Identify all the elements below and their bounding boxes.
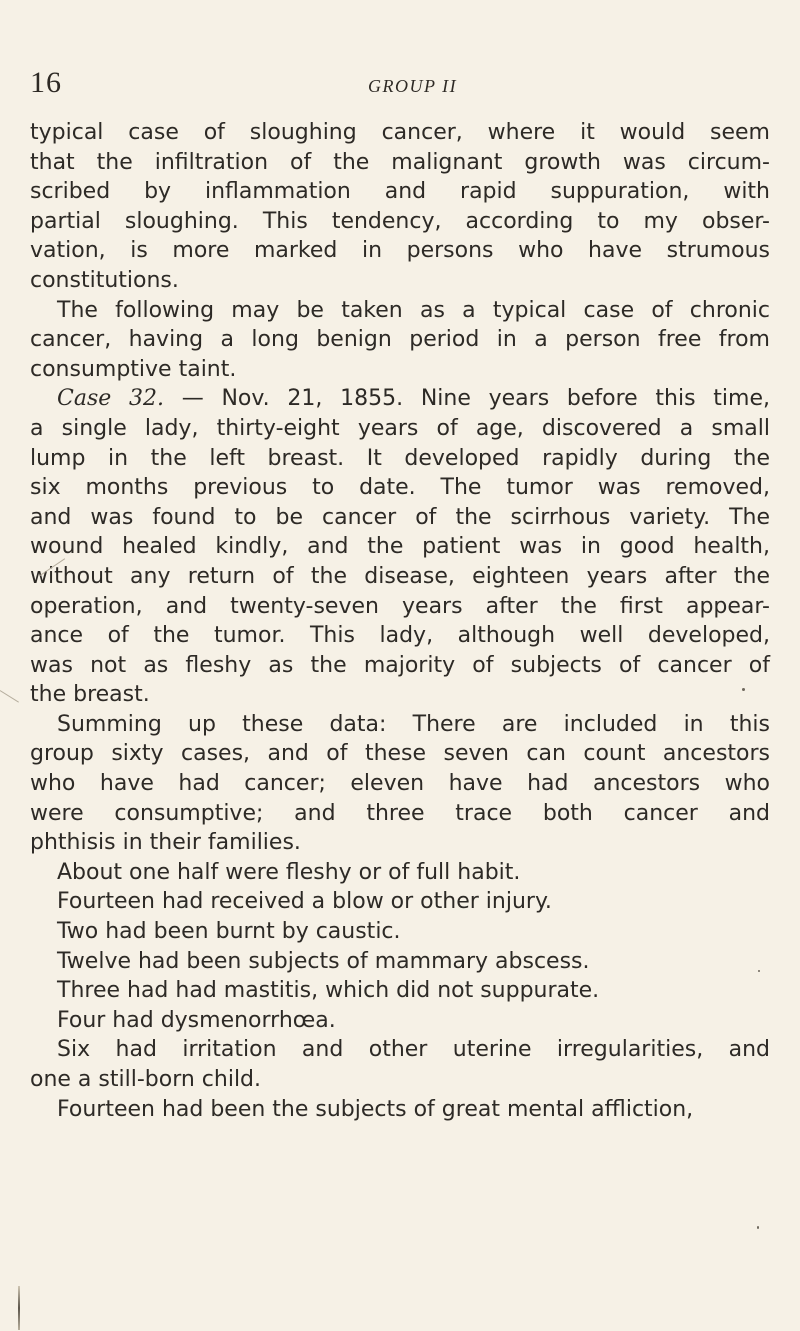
ink-speck [757, 1226, 759, 1229]
text-line-22: group sixty cases, and of these seven can count ancestors [30, 741, 770, 767]
text-line-11: a single lady, thirty-eight years of age, discovered a small [30, 415, 770, 441]
page-edge-mark [18, 1286, 20, 1330]
text-line-2: that the infiltration of the malignant growth was circum- [30, 149, 770, 175]
ink-speck [742, 688, 745, 691]
case-heading-text: — Nov. 21, 1855. Nine years before this time, [181, 386, 770, 412]
text-line-25: phthisis in their families. [30, 830, 301, 856]
text-line-21: Summing up these data: There are included in this [57, 711, 770, 737]
text-line-8: cancer, having a long benign period in a person free from [30, 327, 770, 353]
text-line-29: Twelve had been subjects of mammary abscess. [57, 948, 590, 974]
text-line-9: consumptive taint. [30, 356, 237, 382]
text-line-24: were consumptive; and three trace both cancer and [30, 800, 770, 826]
case-label: Case 32. [57, 386, 164, 412]
text-line-31: Four had dysmenorrhœa. [57, 1007, 336, 1033]
text-line-28: Two had been burnt by caustic. [57, 919, 401, 945]
page-number: 16 [30, 66, 62, 99]
text-line-5: vation, is more marked in persons who have strumous [30, 238, 770, 264]
text-line-15: wound healed kindly, and the patient was in good health, [30, 534, 770, 560]
pencil-mark [0, 690, 19, 703]
text-line-3: scribed by inflammation and rapid suppuration, with [30, 179, 770, 205]
text-line-12: lump in the left breast. It developed rapidly during the [30, 445, 770, 471]
page-header [30, 66, 770, 110]
case-heading-line [30, 384, 770, 414]
text-line-1: typical case of sloughing cancer, where it would seem [30, 120, 770, 145]
body-text [30, 118, 770, 1124]
text-line-33: one a still-born child. [30, 1067, 262, 1092]
text-line-16: without any return of the disease, eighteen years after the [30, 563, 770, 589]
text-line-30: Three had had mastitis, which did not suppurate. [57, 978, 600, 1004]
text-line-17: operation, and twenty-seven years after the first appear- [30, 593, 770, 619]
text-line-27: Fourteen had received a blow or other injury. [57, 889, 552, 915]
ink-speck [758, 970, 760, 972]
text-line-23: who have had cancer; eleven have had ancestors who [30, 771, 770, 797]
text-line-7: The following may be taken as a typical case of chronic [57, 297, 770, 323]
text-line-20: the breast. [30, 682, 150, 708]
text-line-34: Fourteen had been the subjects of great mental affliction, [57, 1096, 694, 1122]
text-line-4: partial sloughing. This tendency, according to my obser- [30, 208, 770, 234]
text-line-13: six months previous to date. The tumor was removed, [30, 475, 770, 501]
text-line-18: ance of the tumor. This lady, although well developed, [30, 623, 770, 649]
text-line-32: Six had irritation and other uterine irregularities, and [57, 1037, 770, 1063]
text-line-6: constitutions. [30, 267, 179, 293]
running-head: GROUP II [368, 76, 458, 96]
text-line-19: was not as fleshy as the majority of subjects of cancer of [30, 652, 770, 678]
text-line-14: and was found to be cancer of the scirrhous variety. The [30, 504, 770, 530]
text-line-26: About one half were fleshy or of full habit. [57, 859, 521, 885]
